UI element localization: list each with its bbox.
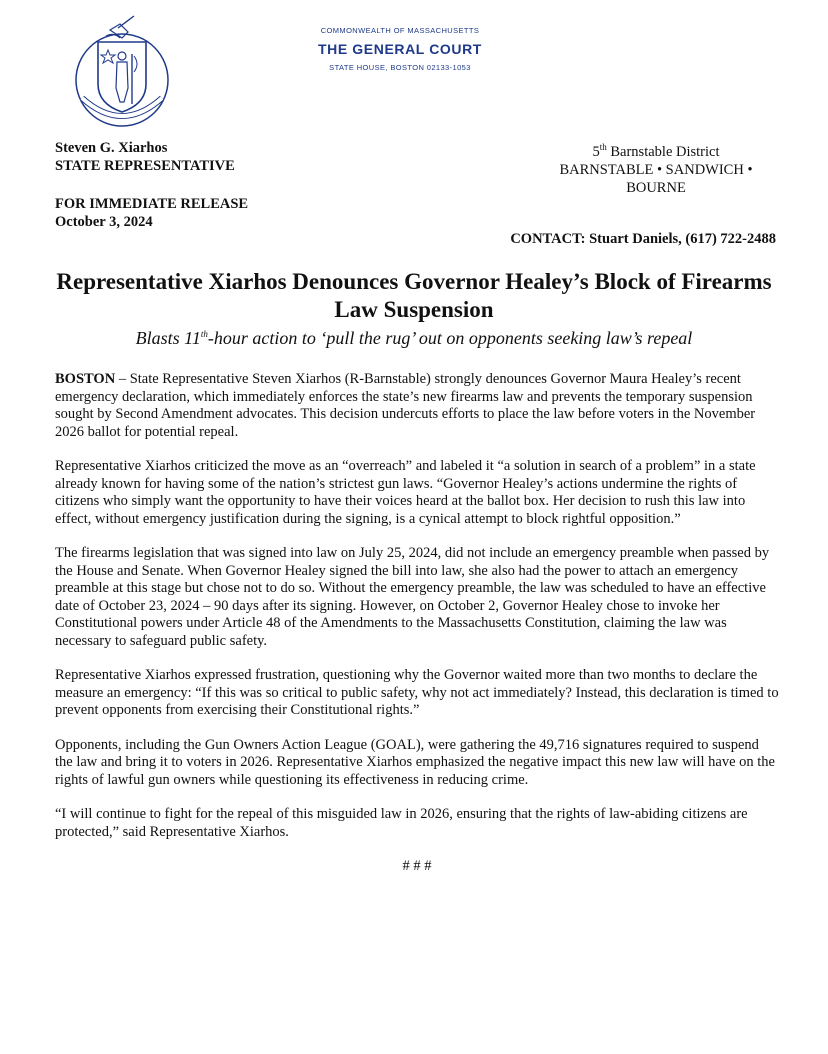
headline: Representative Xiarhos Denounces Governor Healey’s Block of Firearms Law Suspension [56, 269, 772, 322]
paragraph-1-text: – State Representative Steven Xiarhos (R-Barnstable) strongly denounces Governor Maura Healey’s recent emergency declaration, which immediately enforces the state’s new firearms law and prevents the temporary suspension sought by Second Amendment advocates. This decision undercuts efforts to place the law before voters in the November 2026 ballot for potential repeal. [55, 371, 756, 440]
district-name: Barnstable District [610, 144, 720, 160]
release-body [55, 371, 779, 876]
district-block [536, 143, 776, 197]
subhead-post: -hour action to ‘pull the rug’ out on opponents seeking law’s repeal [207, 328, 693, 348]
massachusetts-seal-icon [62, 12, 182, 132]
paragraph-1 [55, 371, 779, 441]
paragraph-3: The firearms legislation that was signed into law on July 25, 2024, did not include an emergency preamble when passed by the House and Senate. When Governor Healey signed the bill into law, she also had the power to attach an emergency preamble at this stage but chose not to do so. Without the emergency preamble, the law was scheduled to have an effective date of October 23, 2024 – 90 days after its signing. However, on October 2, Governor Healey chose to invoke her Constitutional powers under Article 48 of the Amendments to the Massachusetts Constitution, claiming the law was necessary to safeguard public safety. [55, 545, 770, 649]
district-towns: BARNSTABLE • SANDWICH • [559, 162, 753, 178]
paragraph-2: Representative Xiarhos criticized the move as an “overreach” and labeled it “a solution in search of a problem” in a state already known for having some of the nation’s strictest gun laws. “Governor Healey’s actions undermine the rights of citizens who simply want the opportunity to have their voices heard at the ballot box. Her decision to rush this law into effect, without emergency justification during the signing, is a cynical attempt to block rightful opposition.” [55, 458, 756, 527]
release-block [55, 195, 248, 231]
representative-name: Steven G. Xiarhos [55, 140, 168, 156]
release-date: October 3, 2024 [55, 214, 153, 230]
paragraph-4: Representative Xiarhos expressed frustration, questioning why the Governor waited more than two months to declare the measure an emergency: “If this was so critical to public safety, why not act immediately? Instead, this declaration is timed to prevent opponents from exercising their Constitutional rights.” [55, 667, 779, 718]
release-label: FOR IMMEDIATE RELEASE [55, 196, 249, 212]
district-ordinal-suffix: th [599, 142, 607, 153]
letterhead-address: STATE HOUSE, BOSTON 02133-1053 [329, 63, 471, 72]
letterhead [290, 26, 510, 72]
district-towns-cont: BOURNE [626, 180, 686, 196]
paragraph-6: “I will continue to fight for the repeal of this misguided law in 2026, ensuring that the rights of law-abiding citizens are protected,” said Representative Xiarhos. [55, 806, 748, 840]
district-line-1 [536, 143, 776, 161]
paragraph-5: Opponents, including the Gun Owners Action League (GOAL), were gathering the 49,716 signatures required to suspend the law and bring it to voters in 2026. Representative Xiarhos emphasized the negative impact this new law will have on the rights of lawful gun owners while questioning its effectiveness in reducing crime. [55, 736, 775, 788]
subhead-sup: th [200, 329, 208, 339]
subheadline [40, 328, 788, 349]
district-ordinal: 5 [592, 144, 600, 160]
representative-title: STATE REPRESENTATIVE [55, 158, 235, 174]
letterhead-court: THE GENERAL COURT [318, 41, 482, 57]
representative-block [55, 139, 235, 175]
subhead-pre: Blasts 11 [135, 328, 201, 348]
dateline: BOSTON [55, 371, 116, 387]
contact-line: CONTACT: Stuart Daniels, (617) 722-2488 [510, 231, 776, 247]
letterhead-commonwealth: COMMONWEALTH OF MASSACHUSETTS [320, 26, 480, 35]
end-mark: # # # [402, 858, 432, 874]
